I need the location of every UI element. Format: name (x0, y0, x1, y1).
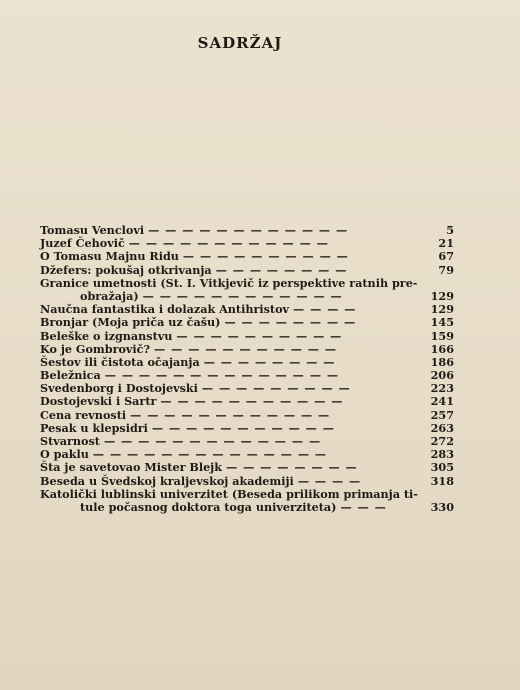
entry-title: Beleške o izgnanstvu (40, 328, 173, 343)
page-number: 166 (430, 341, 454, 356)
dash-leader: — — — — — — — — — (201, 381, 351, 396)
page-number: 5 (446, 223, 454, 237)
toc-entry (40, 316, 454, 329)
dash-leader: — — — — — — — — — — — (151, 420, 335, 435)
dash-leader: — — — — — — — — — — — — — — (104, 368, 340, 383)
entry-title: Pesak u klepsidri (40, 420, 148, 435)
page-number: 67 (438, 249, 454, 264)
page-number: 186 (430, 354, 454, 369)
entry-title: obražaja) (80, 288, 139, 303)
entry-title: O Tomasu Majnu Ridu (40, 249, 179, 264)
toc-entry (40, 461, 454, 474)
dash-leader: — — — — — — — — — — (176, 328, 343, 343)
dash-leader: — — — — — — — — — — — — — — (92, 447, 328, 462)
dash-leader: — — — — — — — — — — — — (130, 407, 331, 422)
entry-title: Šta je savetovao Mister Blejk (40, 460, 222, 475)
entry-title: Granice umetnosti (St. I. Vitkjevič iz perspektive ratnih pre- (40, 275, 418, 290)
entry-title: Juzef Čehovič (40, 236, 125, 251)
entry-title: Naučna fantastika i dolazak Antihristov (40, 302, 290, 317)
dash-leader: — — — — (293, 302, 357, 317)
table-of-contents (40, 224, 454, 514)
page-number: 330 (430, 499, 454, 514)
page-number: 272 (430, 434, 454, 448)
entry-title: Ko je Gombrovič? (40, 341, 151, 356)
dash-leader: — — — (340, 499, 387, 514)
entry-title: Beseda u Švedskoj kraljevskoj akademiji (40, 473, 294, 488)
toc-entry (40, 343, 454, 356)
toc-entry-continuation (40, 501, 454, 514)
entry-title: O paklu (40, 447, 89, 462)
dash-leader: — — — — — — — — — — — — (148, 223, 349, 237)
toc-entry (40, 475, 454, 488)
page-number: 241 (430, 394, 454, 409)
page-number: 21 (438, 236, 454, 251)
page-number: 263 (430, 420, 454, 435)
page-number: 159 (430, 328, 454, 343)
entry-title: Svedenborg i Dostojevski (40, 381, 198, 396)
page-number: 318 (430, 473, 454, 488)
dash-leader: — — — — — — — — (203, 354, 336, 369)
dash-leader: — — — — — — — — (224, 315, 357, 330)
toc-entry (40, 264, 454, 277)
dash-leader: — — — — — — — — — — (182, 249, 349, 264)
page-number: 145 (430, 315, 454, 330)
toc-entry (40, 409, 454, 422)
page-number: 129 (430, 302, 454, 317)
entry-title: Dostojevski i Sartr (40, 394, 157, 409)
page-number: 223 (430, 381, 454, 396)
page-number: 283 (430, 447, 454, 462)
dash-leader: — — — — — — — — (225, 460, 358, 475)
dash-leader: — — — — — — — — — — — (154, 341, 338, 356)
dash-leader: — — — — — — — — — — — — (142, 288, 343, 303)
dash-leader: — — — — — — — — — — — (160, 394, 344, 409)
toc-entry (40, 250, 454, 263)
entry-title: Katolički lublinski univerzitet (Beseda prilikom primanja ti- (40, 486, 418, 501)
page-heading: SADRŽAJ (197, 34, 283, 52)
page-number: 257 (430, 407, 454, 422)
entry-title: tule počasnog doktora toga univerziteta) (80, 499, 337, 514)
toc-entry (40, 330, 454, 343)
entry-title: Šestov ili čistota očajanja (40, 354, 200, 369)
page-number: 79 (438, 262, 454, 277)
dash-leader: — — — — — — — — (215, 262, 348, 277)
page-number: 206 (430, 368, 454, 383)
entry-title: Tomasu Venclovi (40, 223, 145, 237)
dash-leader: — — — — — — — — — — — — (128, 236, 329, 251)
toc-entry (40, 395, 454, 408)
entry-title: Stvarnost (40, 434, 100, 448)
entry-title: Cena revnosti (40, 407, 127, 422)
page-number: 129 (430, 288, 454, 303)
dash-leader: — — — — — — — — — — — — — (103, 434, 322, 448)
toc-entry (40, 277, 454, 290)
toc-entry (40, 488, 454, 501)
entry-title: Bronjar (Moja priča uz čašu) (40, 315, 221, 330)
entry-title: Beležnica (40, 368, 101, 383)
entry-title: Džefers: pokušaj otkrivanja (40, 262, 212, 277)
dash-leader: — — — — (297, 473, 362, 488)
page-number: 305 (430, 460, 454, 475)
